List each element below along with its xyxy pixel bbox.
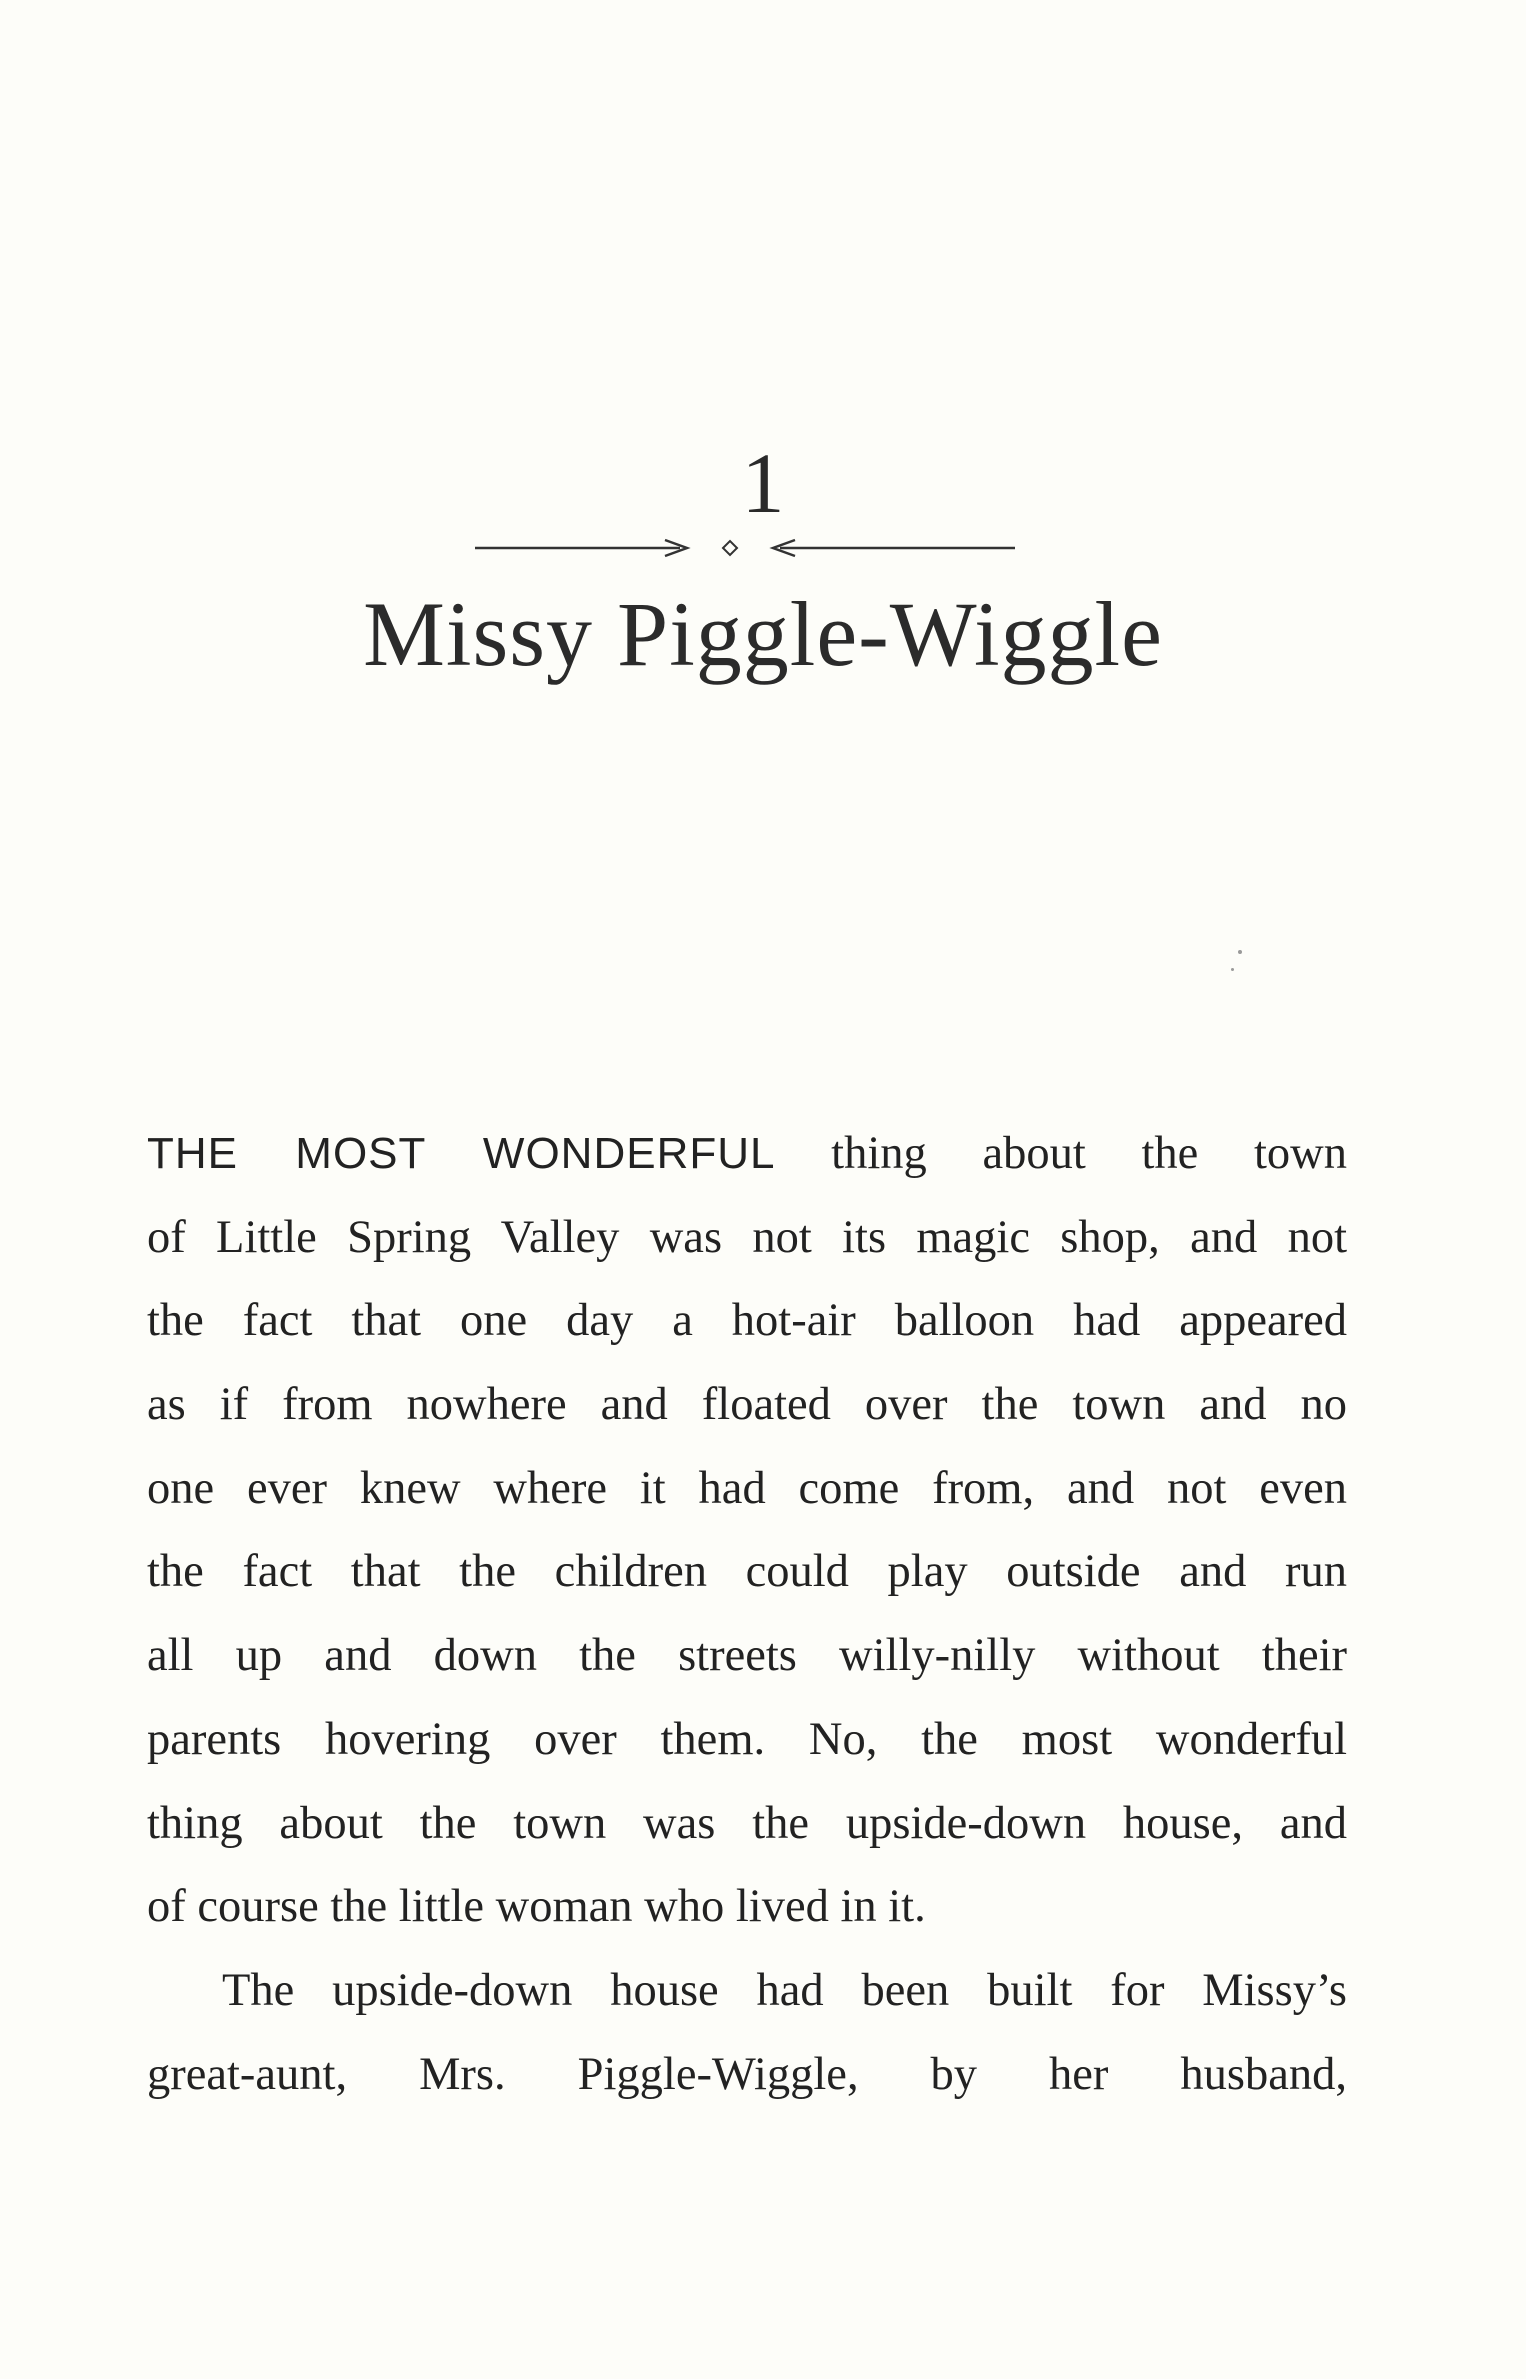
chapter-title: Missy Piggle-Wiggle — [363, 583, 1163, 685]
text-line: great-aunt, Mrs. Piggle-Wiggle, by her husband, — [147, 2048, 1347, 2100]
text-line: of Little Spring Valley was not its magic shop, and not — [147, 1211, 1347, 1263]
paragraph-lead: THE MOST WONDERFUL — [147, 1129, 776, 1178]
text-line: parents hovering over them. No, the most wonderful — [147, 1713, 1347, 1765]
text-line: the fact that the children could play outside and run — [147, 1546, 1347, 1598]
page-speck — [1231, 968, 1234, 971]
text-line: thing about the town was the upside-down house, and — [147, 1797, 1347, 1849]
text-line: THE MOST WONDERFUL thing about the town — [147, 1128, 1347, 1179]
text-line: all up and down the streets willy-nilly without their — [147, 1630, 1347, 1682]
text-line: one ever knew where it had come from, and not even — [147, 1462, 1347, 1514]
ornament-divider-icon — [465, 528, 1025, 568]
page-speck — [1238, 950, 1242, 954]
text-line: of course the little woman who lived in it. — [147, 1881, 926, 1933]
text-line: the fact that one day a hot-air balloon had appeared — [147, 1295, 1347, 1347]
text-line: as if from nowhere and floated over the town and no — [147, 1379, 1347, 1431]
text-line: The upside-down house had been built for Missy’s — [222, 1964, 1347, 2016]
body-text — [147, 1112, 1347, 2116]
chapter-number: 1 — [741, 435, 785, 531]
